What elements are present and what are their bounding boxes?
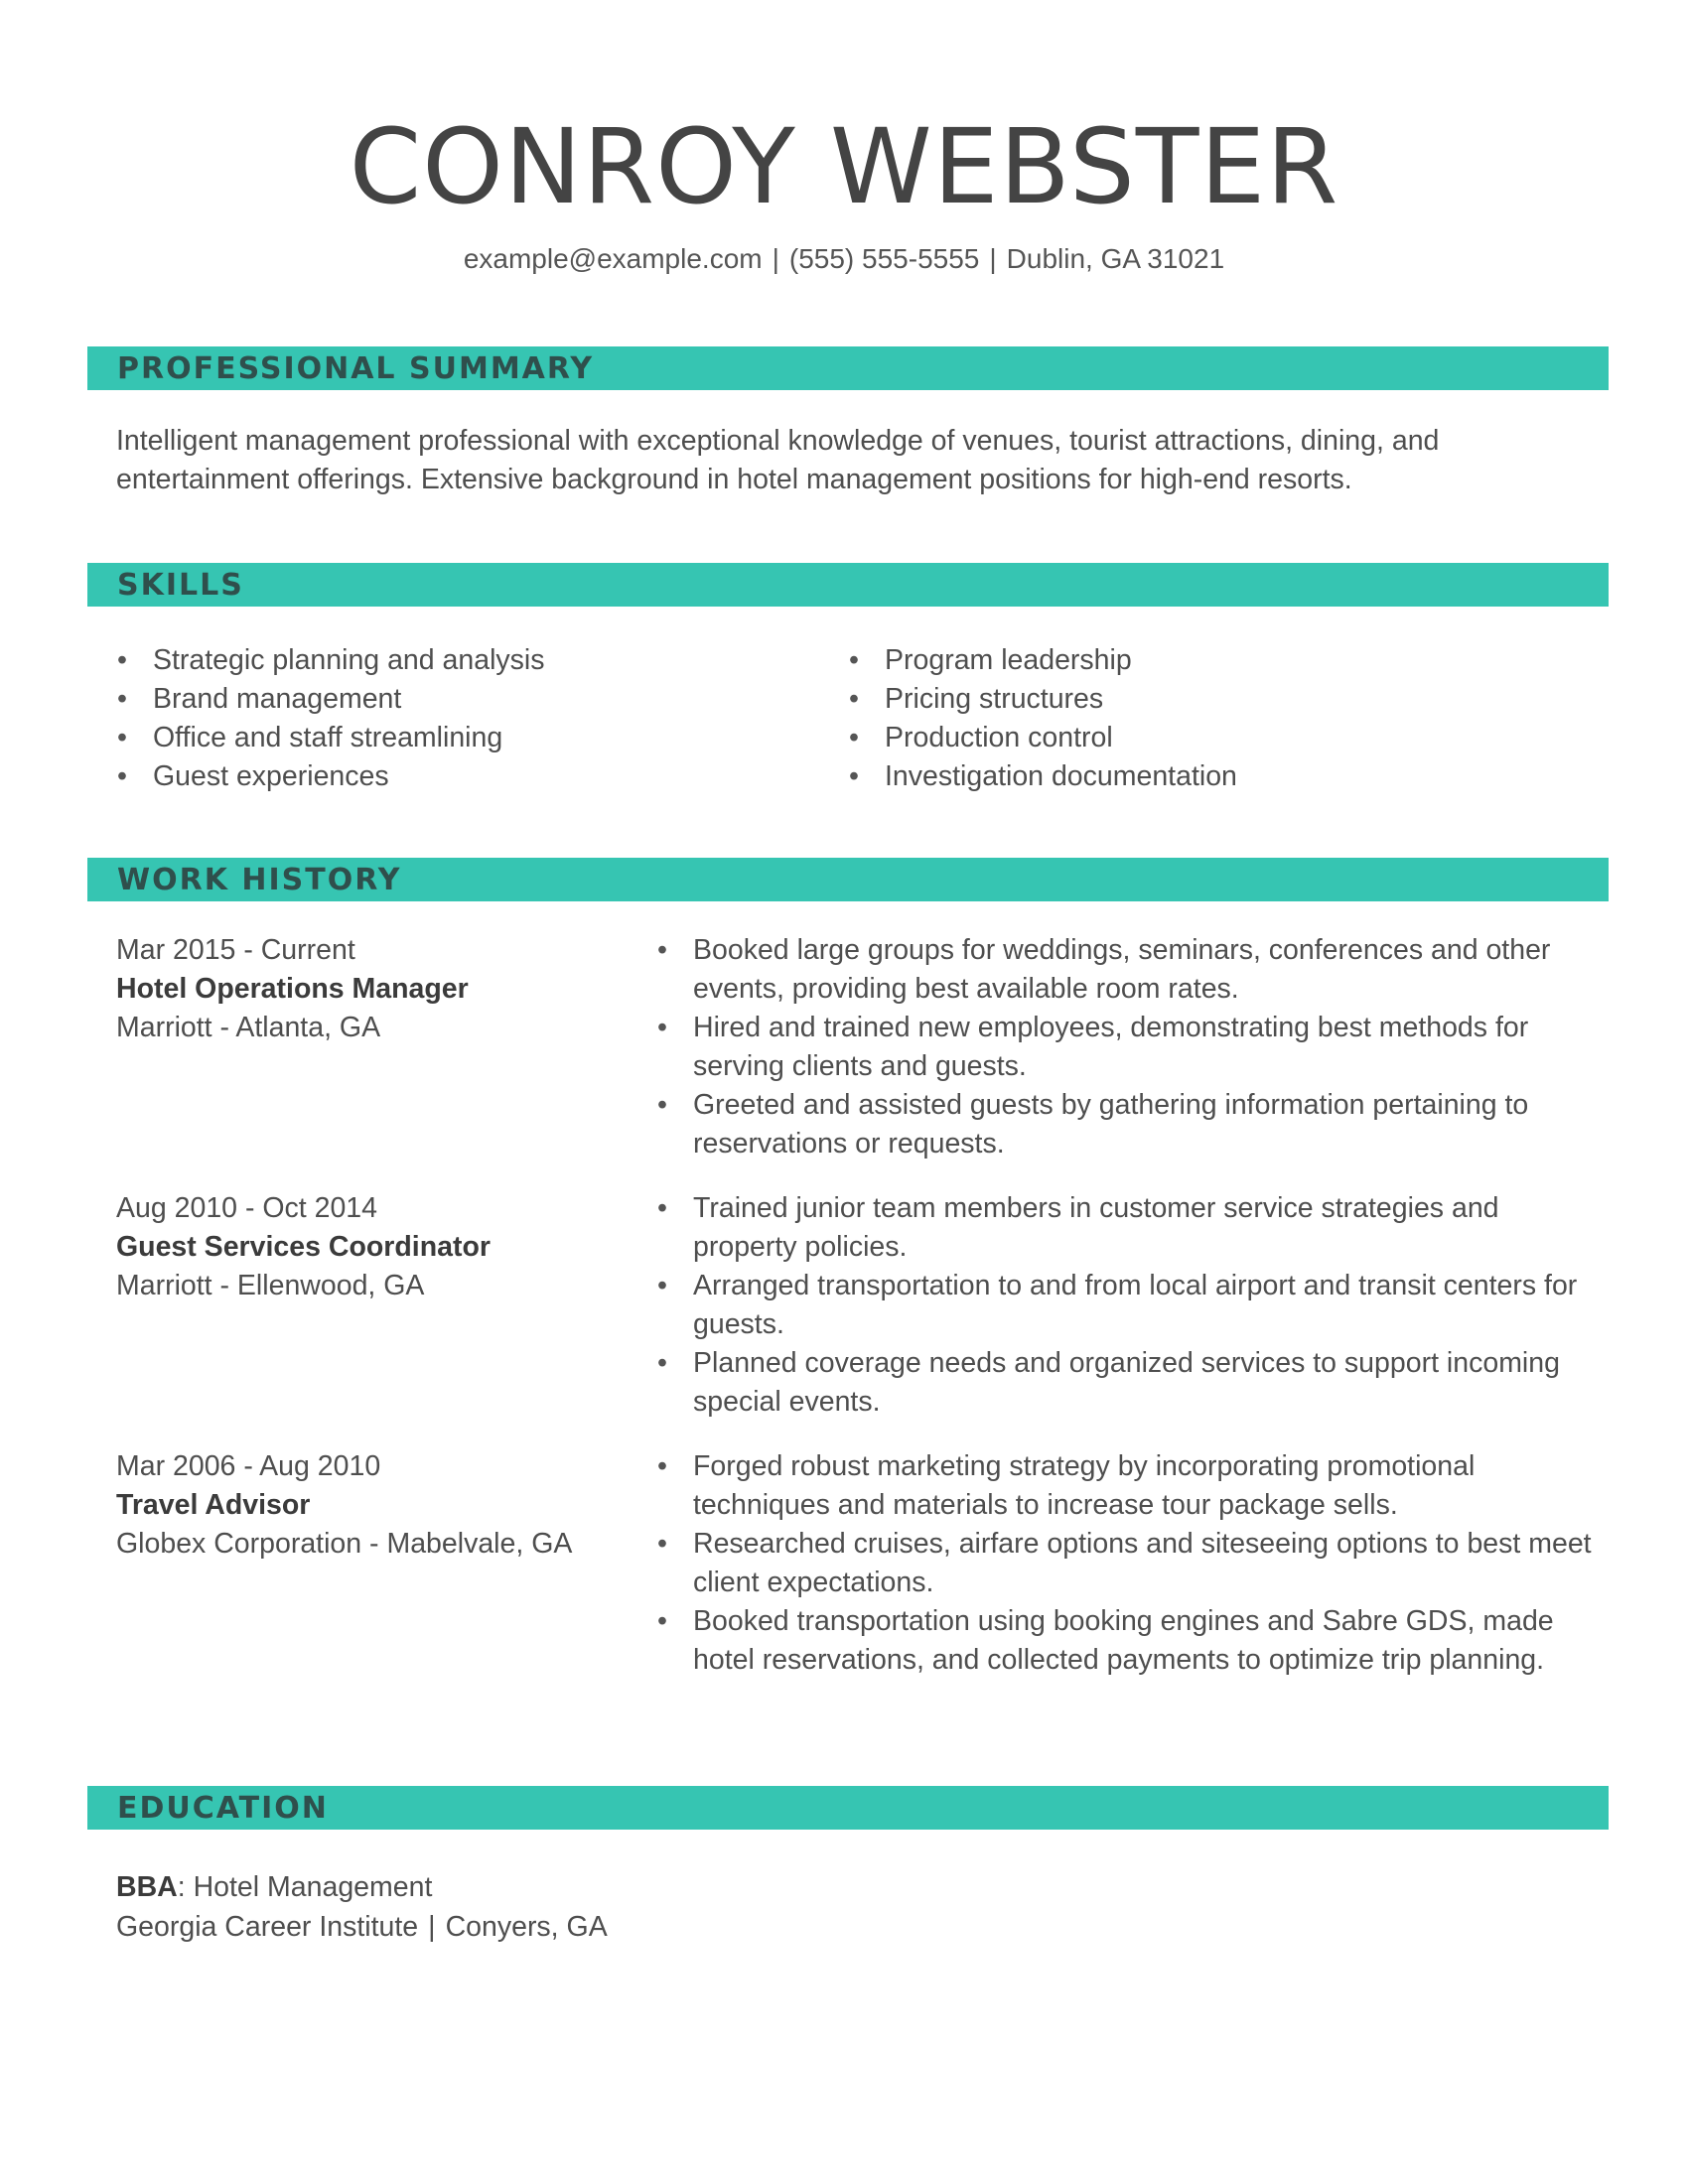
summary-section-title: PROFESSIONAL SUMMARY xyxy=(117,351,595,386)
skills-list-right xyxy=(849,641,1604,796)
contact-separator: | xyxy=(989,243,997,274)
duty-item: • Booked transportation using booking engines and Sabre GDS, made hotel reservations, and collected payments to optimize trip planning. xyxy=(657,1602,1601,1680)
job-company: Marriott - Atlanta, GA xyxy=(116,1012,381,1043)
skill-item: • Production control xyxy=(849,719,1604,757)
summary-line: Intelligent management professional with exceptional knowledge of venues, tourist attractions, dining, and xyxy=(116,425,1440,457)
skill-item: • Brand management xyxy=(117,680,812,719)
contact-phone: (555) 555-5555 xyxy=(788,243,980,274)
job-duties xyxy=(657,931,1601,1163)
summary-section-bar xyxy=(87,346,1609,390)
duty-item: • Arranged transportation to and from local airport and transit centers for guests. xyxy=(657,1267,1601,1344)
education-degree: BBA xyxy=(116,1871,178,1903)
skill-item: • Pricing structures xyxy=(849,680,1604,719)
skills-section-bar xyxy=(87,563,1609,607)
summary-text xyxy=(116,422,1586,499)
education-separator: | xyxy=(428,1911,436,1943)
job-company: Marriott - Ellenwood, GA xyxy=(116,1270,425,1301)
job-duties xyxy=(657,1189,1601,1422)
contact-email: example@example.com xyxy=(463,243,763,274)
education-school: Georgia Career Institute xyxy=(116,1911,419,1943)
skill-item: • Guest experiences xyxy=(117,757,812,796)
duty-item: • Forged robust marketing strategy by incorporating promotional techniques and materials to increase tour package sells. xyxy=(657,1447,1601,1525)
contact-location: Dublin, GA 31021 xyxy=(1006,243,1225,274)
job-title: Hotel Operations Manager xyxy=(116,973,469,1005)
job-dates: Aug 2010 - Oct 2014 xyxy=(116,1192,378,1224)
job-title: Travel Advisor xyxy=(116,1489,311,1521)
duty-item: • Planned coverage needs and organized services to support incoming special events. xyxy=(657,1344,1601,1422)
education-school-line xyxy=(116,1907,608,1947)
skills-section-title: SKILLS xyxy=(117,568,244,603)
job-meta xyxy=(116,1189,672,1305)
education-section-title: EDUCATION xyxy=(117,1791,329,1826)
contact-line xyxy=(0,241,1688,277)
duty-item: • Booked large groups for weddings, seminars, conferences and other events, providing best available room rates. xyxy=(657,931,1601,1009)
job-company: Globex Corporation - Mabelvale, GA xyxy=(116,1528,573,1560)
job-meta xyxy=(116,931,672,1047)
contact-separator: | xyxy=(772,243,779,274)
summary-line: entertainment offerings. Extensive background in hotel management positions for high-end resorts. xyxy=(116,464,1352,495)
candidate-name: CONROY WEBSTER xyxy=(349,106,1339,227)
job-dates: Mar 2015 - Current xyxy=(116,934,355,966)
skill-item: • Strategic planning and analysis xyxy=(117,641,812,680)
job-duties xyxy=(657,1447,1601,1680)
education-section-bar xyxy=(87,1786,1609,1830)
duty-item: • Trained junior team members in customer service strategies and property policies. xyxy=(657,1189,1601,1267)
job-dates: Mar 2006 - Aug 2010 xyxy=(116,1450,381,1482)
education-field: : Hotel Management xyxy=(177,1871,433,1903)
education-entry xyxy=(116,1867,608,1947)
duty-item: • Greeted and assisted guests by gathering information pertaining to reservations or requests. xyxy=(657,1086,1601,1163)
work-section-bar xyxy=(87,858,1609,901)
job-meta xyxy=(116,1447,672,1564)
education-degree-line xyxy=(116,1867,608,1907)
education-city: Conyers, GA xyxy=(445,1911,608,1943)
job-title: Guest Services Coordinator xyxy=(116,1231,491,1263)
work-section-title: WORK HISTORY xyxy=(117,863,402,897)
skill-item: • Office and staff streamlining xyxy=(117,719,812,757)
duty-item: • Researched cruises, airfare options and siteseeing options to best meet client expectations. xyxy=(657,1525,1601,1602)
skill-item: • Investigation documentation xyxy=(849,757,1604,796)
skill-item: • Program leadership xyxy=(849,641,1604,680)
skills-list-left xyxy=(117,641,812,796)
duty-item: • Hired and trained new employees, demonstrating best methods for serving clients and guests. xyxy=(657,1009,1601,1086)
